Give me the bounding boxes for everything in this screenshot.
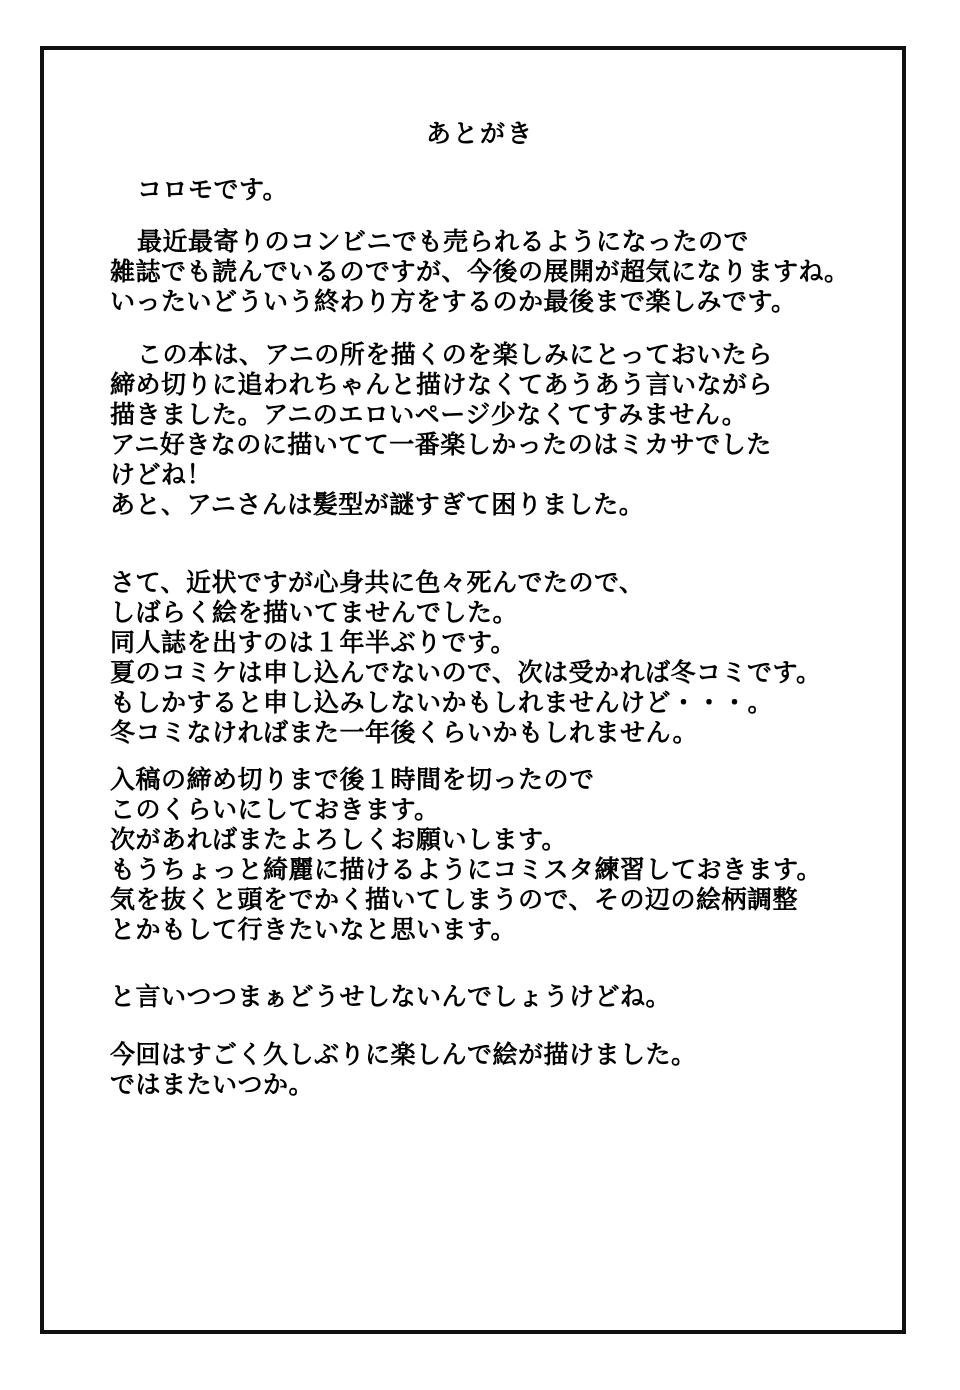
paragraph3-line-1: さて、近状ですが心身共に色々死んでたので、 xyxy=(110,568,645,597)
paragraph3-line-5: もしかすると申し込みしないかもしれませんけど・・・。 xyxy=(110,688,774,717)
paragraph4-line-2: このくらいにしておきます。 xyxy=(110,795,440,824)
paragraph4-line-1: 入稿の締め切りまで後１時間を切ったので xyxy=(110,765,595,794)
paragraph1-line-2: 雑誌でも読んでいるのですが、今後の展開が超気になりますね。 xyxy=(110,257,850,286)
paragraph3-line-4: 夏のコミケは申し込んでないので、次は受かれば冬コミです。 xyxy=(110,658,822,687)
paragraph5-line-1: と言いつつまぁどうせしないんでしょうけどね。 xyxy=(110,982,672,1011)
paragraph2-line-5: けどね！ xyxy=(110,460,213,489)
paragraph3-line-2: しばらく絵を描いてませんでした。 xyxy=(110,598,519,627)
paragraph2-line-3: 描きました。アニのエロいページ少なくてすみません。 xyxy=(110,400,748,429)
paragraph2-line-6: あと、アニさんは髪型が謎すぎて困りました。 xyxy=(110,490,645,519)
paragraph3-line-6: 冬コミなければまた一年後くらいかもしれません。 xyxy=(110,718,699,747)
paragraph6-line-2: ではまたいつか。 xyxy=(110,1070,315,1099)
paragraph4-line-3: 次があればまたよろしくお願いします。 xyxy=(110,825,568,854)
paragraph6-line-1: 今回はすごく久しぶりに楽しんで絵が描けました。 xyxy=(110,1040,697,1069)
paragraph4-line-5: 気を抜くと頭をでかく描いてしまうので、その辺の絵柄調整 xyxy=(110,885,799,914)
paragraph2-line-2: 締め切りに追われちゃんと描けなくてあうあう言いながら xyxy=(110,370,774,399)
afterword-title: あとがき xyxy=(425,119,534,148)
paragraph2-line-4: アニ好きなのに描いてて一番楽しかったのはミカサでした xyxy=(110,430,772,459)
paragraph2-line-1: この本は、アニの所を描くのを楽しみにとっておいたら xyxy=(137,340,773,369)
paragraph3-line-3: 同人誌を出すのは１年半ぶりです。 xyxy=(110,628,517,657)
paragraph4-line-4: もうちょっと綺麗に描けるようにコミスタ練習しておきます。 xyxy=(110,855,823,884)
paragraph1-line-3: いったいどういう終わり方をするのか最後まで楽しみです。 xyxy=(110,287,797,316)
greeting-line: コロモです。 xyxy=(137,175,289,204)
paragraph1-line-1: 最近最寄りのコンビニでも売られるようになったので xyxy=(137,227,750,256)
paragraph4-line-6: とかもして行きたいなと思います。 xyxy=(110,915,517,944)
